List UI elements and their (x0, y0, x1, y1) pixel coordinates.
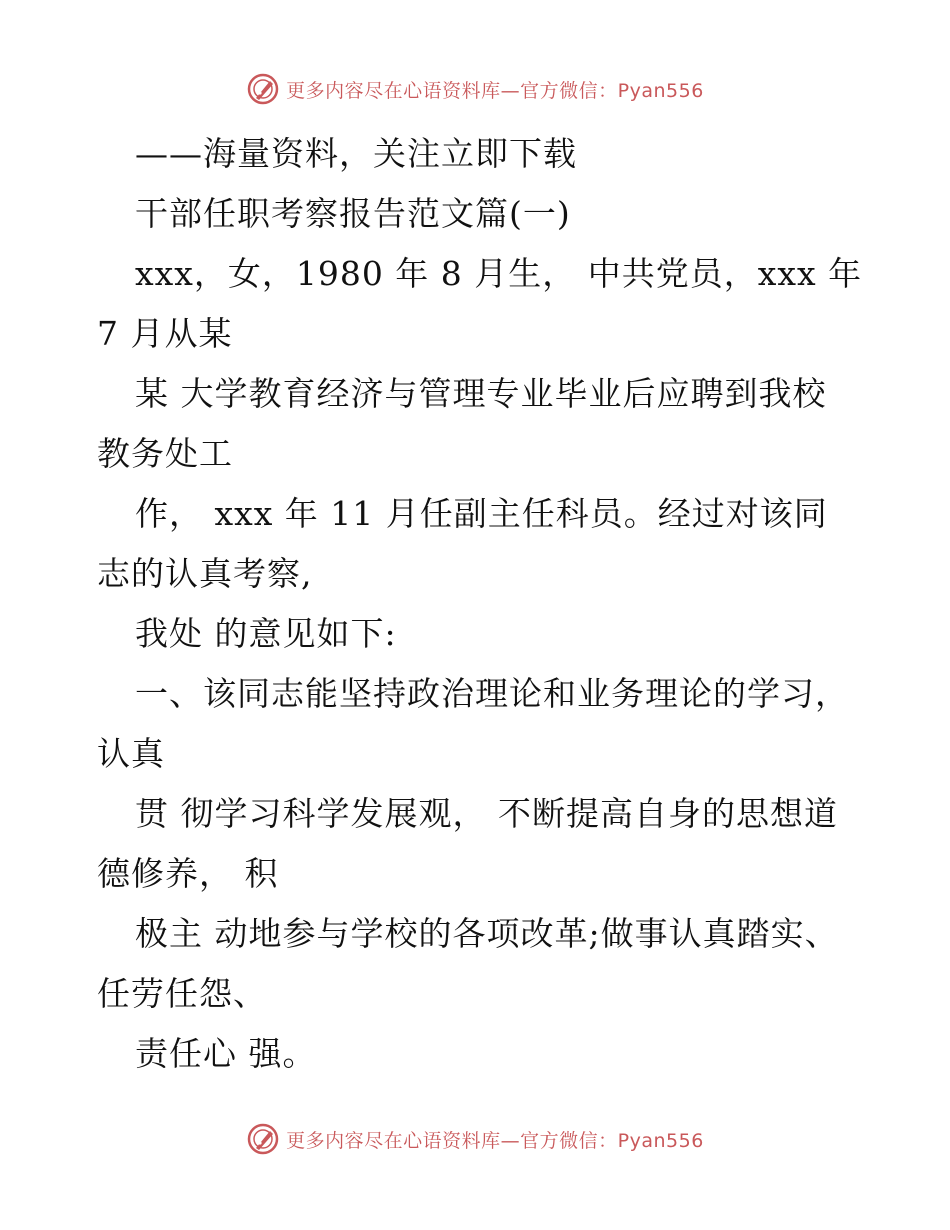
body-line: 德修养， 积 (97, 854, 279, 893)
body-line: 责任心 强。 (135, 1034, 317, 1073)
body-line: 志的认真考察, (97, 554, 313, 593)
header-banner (0, 72, 950, 106)
body-line: 7 月从某 (97, 314, 233, 353)
body-line: 认真 (97, 734, 165, 773)
body-line: 贯 彻学习科学发展观， 不断提高自身的思想道 (135, 794, 838, 833)
banner-text: 更多内容尽在心语资料库—官方微信：Pyan556 (286, 1129, 704, 1152)
body-line: 作， xxx 年 11 月任副主任科员。经过对该同 (135, 494, 828, 533)
body-line: 我处 的意见如下: (135, 614, 397, 653)
banner-text: 更多内容尽在心语资料库—官方微信：Pyan556 (286, 79, 704, 102)
body-line: 一、该同志能坚持政治理论和业务理论的学习， (135, 674, 849, 713)
body-line: 任劳任怨、 (97, 974, 267, 1013)
body-line: 某 大学教育经济与管理专业毕业后应聘到我校 (135, 374, 827, 413)
pen-nib-seal-icon (246, 1122, 280, 1156)
body-line: xxx，女，1980 年 8 月生， 中共党员，xxx 年 (135, 254, 863, 293)
document-title: 干部任职考察报告范文篇(一) (135, 194, 571, 233)
body-line: ——海量资料，关注立即下载 (135, 134, 577, 173)
body-line: 极主 动地参与学校的各项改革;做事认真踏实、 (135, 914, 839, 953)
pen-nib-seal-icon (246, 72, 280, 106)
body-line: 教务处工 (97, 434, 233, 473)
document-body (97, 124, 863, 1084)
footer-banner (0, 1122, 950, 1156)
